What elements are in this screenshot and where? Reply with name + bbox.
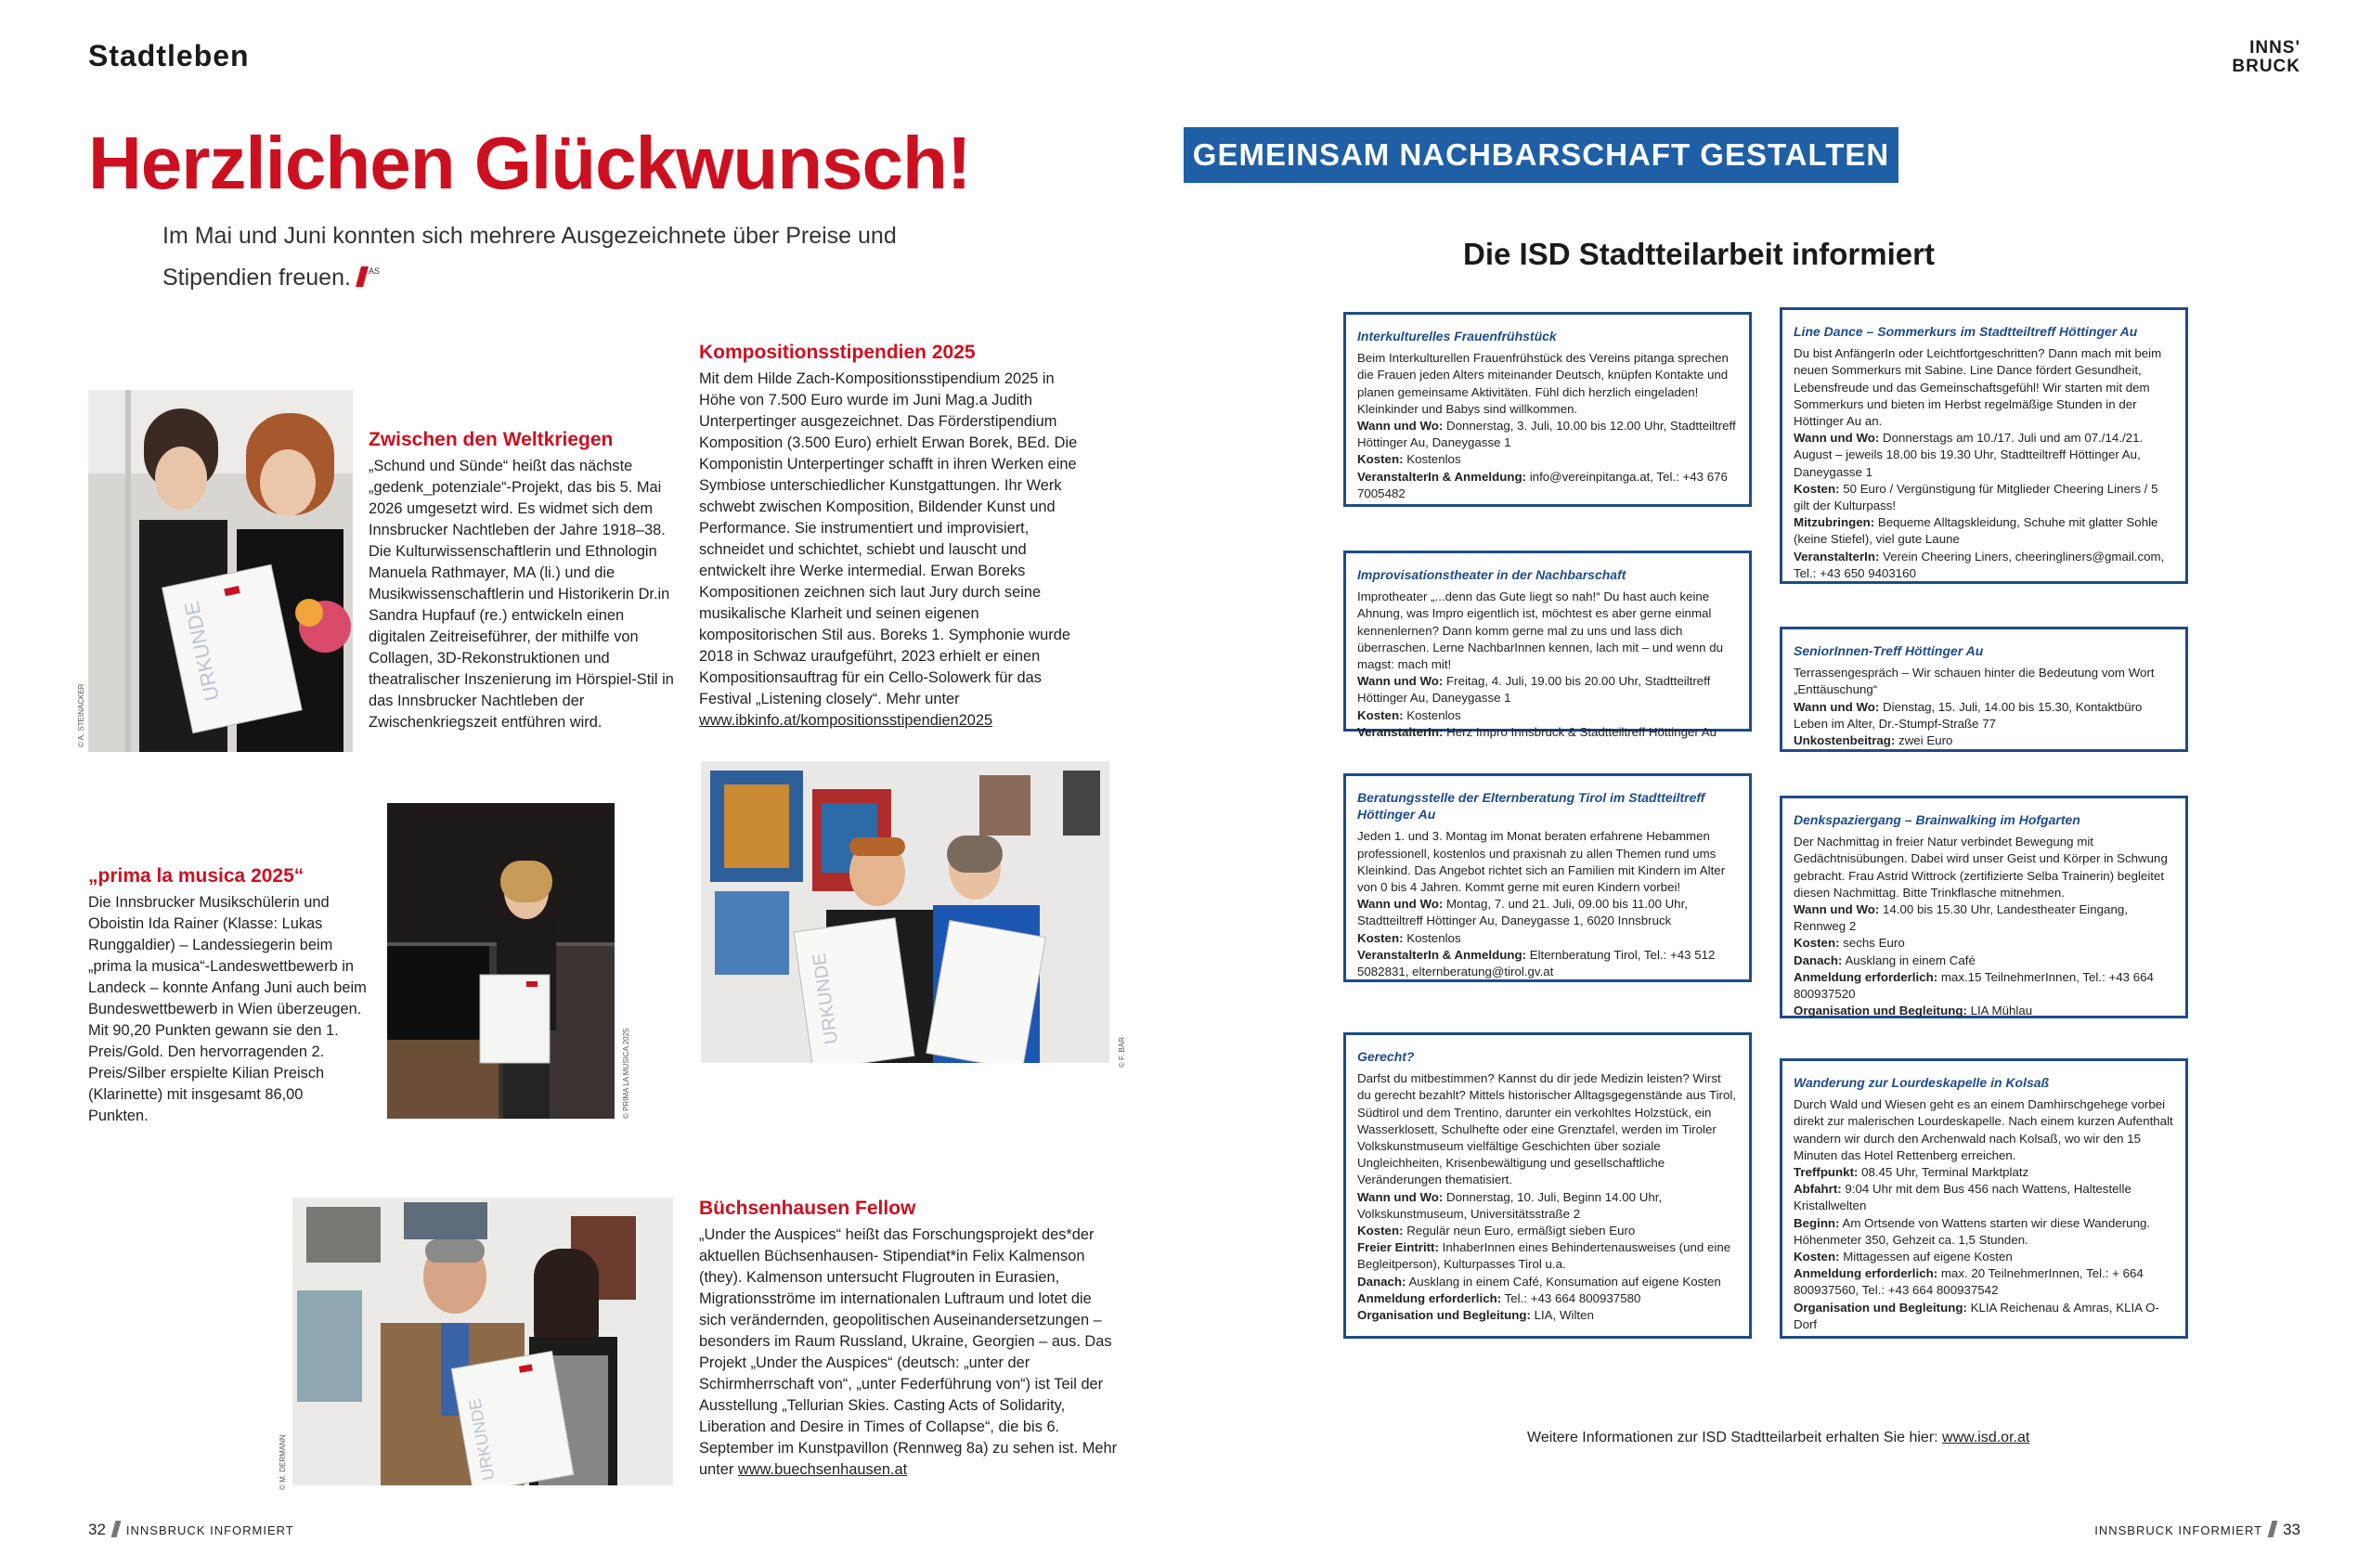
section-banner: GEMEINSAM NACHBARSCHAFT GESTALTEN — [1184, 127, 1898, 183]
article-body — [699, 369, 1084, 732]
article-weltkriegen — [369, 429, 675, 733]
box-row: VeranstalterIn: Herz Impro Innsbruck & Stadtteiltreff Höttinger Au — [1357, 724, 1717, 739]
article-body — [699, 1225, 1121, 1481]
box-row: Kosten: sechs Euro — [1794, 936, 1905, 951]
box-title: Improvisationstheater in der Nachbarschaft — [1357, 567, 1626, 582]
article-text: „Under the Auspices“ heißt das Forschungsprojekt des*der aktuellen Büchsenhausen- Stipendiat*in Felix Kalmenson (they). Kalmenson untersucht Flugrouten in Eurasien, Migrationsströme im internationalen Luftraum und lotet die sich verändernden, geopolitischen Auseinandersetzungen – besonders im Raum Russland, Ukraine, Georgien – aus. Das Projekt „Under the Auspices“ (deutsch: „unter der Schirmherrschaft von“, „unter Federführung von“) ist Teil der Ausstellung „Tellurian Skies. Casting Acts of Solidarity, Liberation and Desire in Times of Collapse“, die bis 6. September im Kunstpavillon (Rennweg 8a) zu sehen ist. Mehr unter — [699, 1226, 1118, 1478]
slash-marker — [356, 266, 369, 287]
more-info-text: Weitere Informationen zur ISD Stadtteilarbeit erhalten Sie hier: — [1527, 1430, 1938, 1445]
box-title: Gerecht? — [1357, 1049, 1415, 1064]
info-box — [1780, 1058, 2188, 1339]
photo-credit: © PRIMA LA MUSICA 2025 — [622, 1028, 630, 1119]
info-box — [1343, 1032, 1752, 1339]
photo-credit: © A. STEINACKER — [77, 683, 85, 747]
box-row: Wann und Wo: 14.00 bis 15.30 Uhr, Landestheater Eingang, Rennweg 2 — [1794, 902, 2128, 934]
lead-paragraph — [162, 218, 924, 295]
box-row: Wann und Wo: Montag, 7. und 21. Juli, 09.00 bis 11.00 Uhr, Stadtteiltreff Höttinger Au, Daneygasse 1, 6020 Innsbruck — [1357, 897, 1688, 928]
box-text: Darfst du mitbestimmen? Kannst du dir jede Medizin leisten? Wirst du gerecht bezahlt? Mittels historischer Alltagsgegenstände aus Tirol, Südtirol und dem Trentino, darunter ein verkohltes Holzstück, ein Wasserklosett, Schulhefte oder eine Grenztafel, werden im Tiroler Volkskunstmuseum vielfältige Geschichten über soziale Ungleichheiten, Krisenbewältigung und gesellschaftliche Veränderungen thematisiert. — [1357, 1071, 1737, 1187]
box-row: Mitzubringen: Bequeme Alltagskleidung, Schuhe mit glatter Sohle (keine Stiefel), viel gute Laune — [1794, 515, 2158, 547]
info-box — [1780, 307, 2188, 584]
box-row: Kosten: Kostenlos — [1357, 452, 1461, 467]
section-title: Stadtleben — [88, 39, 250, 72]
box-text: Durch Wald und Wiesen geht es an einem Damhirschgehege vorbei direkt zur malerischen Lourdeskapelle. Nach einem kurzen Aufenthalt wandern wir durch den Archenwald nach Kolsaß, wo wir den 15 Minuten das Hotel Rettenberg erreichen. — [1794, 1097, 2173, 1162]
article-link[interactable]: www.buechsenhausen.at — [737, 1461, 908, 1478]
page-subtitle: Die ISD Stadtteilarbeit informiert — [1463, 237, 1935, 271]
certificate-label: URKUNDE — [179, 599, 224, 704]
photo-prima-la-musica — [387, 803, 615, 1119]
article-title: „prima la musica 2025“ — [88, 865, 304, 887]
footer-slash — [2268, 1521, 2278, 1537]
box-title: Wanderung zur Lourdeskapelle in Kolsaß — [1794, 1075, 2050, 1090]
lead-text: Im Mai und Juni konnten sich mehrere Ausgezeichnete über Preise und Stipendien freuen. — [162, 223, 897, 291]
box-title: Interkulturelles Frauenfrühstück — [1357, 329, 1557, 343]
box-row: Organisation und Begleitung: LIA, Wilten — [1357, 1308, 1594, 1323]
footer-left — [88, 1521, 294, 1539]
box-text: Du bist AnfängerIn oder Leichtfortgeschritten? Dann mach mit beim neuen Sommerkurs mit Sabine. Line Dance fördert Gesundheit, Lebensfreude und das Gemeinschaftsgefühl! Wir starten mit dem Sommerkurs und bieten im Herbst regelmäßige Stunden in der Höttinger Au an. — [1794, 346, 2162, 429]
box-text: Terrassengespräch – Wir schauen hinter die Bedeutung vom Wort „Enttäuschung“ — [1794, 666, 2155, 697]
box-row: Anmeldung erforderlich: max.15 TeilnehmerInnen, Tel.: +43 664 800937520 — [1794, 969, 2154, 1002]
box-title: SeniorInnen-Treff Höttinger Au — [1794, 643, 1984, 658]
photo-credit: © M. DERMANN — [279, 1434, 287, 1490]
more-info-link[interactable]: www.isd.or.at — [1942, 1430, 2030, 1445]
article-body: Die Innsbrucker Musikschülerin und Oboistin Ida Rainer (Klasse: Lukas Runggaldier) – Landessiegerin beim „prima la musica“-Landeswettbewerb in Landeck – konnte Anfang Juni auch beim Bundeswettbewerb in Wien überzeugen. Mit 90,20 Punkten gewann sie den 1. Preis/Gold. Den hervorragenden 2. Preis/Silber erspielte Kilian Preisch (Klarinette) mit insgesamt 86,00 Punkten. — [88, 894, 367, 1124]
lead-credit: AS — [368, 266, 380, 276]
article-link[interactable]: www.ibkinfo.at/kompositionsstipendien2025 — [699, 712, 993, 729]
box-row: Danach: Ausklang in einem Café — [1794, 952, 1976, 967]
info-box — [1343, 551, 1752, 739]
box-text: Improtheater „...denn das Gute liegt so nah!“ Du hast auch keine Ahnung, was Impro eigentlich ist, möchtest es aber gerne einmal kennenlernen? Dann komm gerne mal zu uns und lass dich überraschen. Lerne NachbarInnen kennen, lach mit – und wenn du magst: mach mit! — [1357, 590, 1723, 672]
box-text: Der Nachmittag in freier Natur verbindet Bewegung mit Gedächtnisübungen. Dabei wird unser Geist und Körper in Schwung gebracht. Frau Astrid Wittrock (zertifizierte Selba Trainerin) begleitet diesen Nachmittag. Bitte Trinkflasche mitnehmen. — [1794, 835, 2168, 900]
page-number: 33 — [2283, 1521, 2300, 1538]
box-title: Line Dance – Sommerkurs im Stadtteiltreff Höttinger Au — [1794, 324, 2138, 339]
info-box — [1780, 627, 2188, 752]
article-buechsenhausen — [699, 1198, 1121, 1481]
box-row: Anmeldung erforderlich: max. 20 TeilnehmerInnen, Tel.: + 664 800937560, Tel.: +43 664 800937542 — [1794, 1266, 2144, 1298]
page-number: 32 — [88, 1521, 106, 1538]
box-text: Jeden 1. und 3. Montag im Monat beraten erfahrene Hebammen professionell, kostenlos und praxisnah zu allen Themen rund ums Kleinkind. Das Angebot richtet sich an Familien mit Kindern im Alter von 0 bis 4 Jahren. Kommt gerne mit euren Kindern vorbei! — [1357, 829, 1726, 895]
more-info — [1527, 1430, 2029, 1446]
logo-line: BRUCK — [2232, 57, 2300, 76]
box-row: Wann und Wo: Donnerstag, 3. Juli, 10.00 bis 12.00 Uhr, Stadtteiltreff Höttinger Au, Daneygasse 1 — [1357, 419, 1736, 450]
box-row: Danach: Ausklang in einem Café, Konsumation auf eigene Kosten — [1357, 1274, 1721, 1289]
magazine-name: INNSBRUCK INFORMIERT — [2094, 1523, 2263, 1537]
box-row: VeranstalterIn & Anmeldung: info@vereinpitanga.at, Tel.: +43 676 7005482 — [1357, 469, 1728, 500]
photo-weltkriegen — [88, 390, 353, 752]
photo-buechsenhausen — [292, 1198, 673, 1485]
box-row: Kosten: Kostenlos — [1357, 707, 1461, 722]
magazine-name: INNSBRUCK INFORMIERT — [125, 1523, 294, 1537]
box-title: Beratungsstelle der Elternberatung Tirol im Stadtteiltreff Höttinger Au — [1357, 790, 1705, 823]
article-title: Kompositionsstipendien 2025 — [699, 342, 976, 363]
article-komposition — [699, 342, 1084, 732]
box-text: Beim Interkulturellen Frauenfrühstück des Vereins pitanga sprechen die Frauen jeden Alters miteinander Deutsch, knüpfen Kontakte und planen gemeinsame Aktivitäten. Fühl dich herzlich eingeladen! Kleinkinder und Babys sind willkommen. — [1357, 351, 1729, 416]
article-prima-la-musica — [88, 865, 367, 1127]
footer-slash — [111, 1521, 122, 1537]
footer-right — [2094, 1521, 2300, 1539]
box-row: Beginn: Am Ortsende von Wattens starten wir diese Wanderung. Höhenmeter 350, Gehzeit ca. 1,5 Stunden. — [1794, 1215, 2151, 1247]
box-row: Freier Eintritt: InhaberInnen eines Behindertenausweises (und eine Begleitperson), Kulturpasses Tirol u.a. — [1357, 1240, 1731, 1272]
article-text: Mit dem Hilde Zach-Kompositionsstipendium 2025 in Höhe von 7.500 Euro wurde im Juni Mag.a Judith Unterpertinger ausgezeichnet. Das Förderstipendium Komposition (3.500 Euro) erhielt Erwan Borek, BEd. Die Komponistin Unterpertinger schafft in ihren Werken eine Symbiose unterschiedlicher Kunstgattungen. Ihr Werk schwebt zwischen Komposition, Bildender Kunst und Performance. Sie instrumentiert und improvisiert, schneidet und schichtet, schiebt und lauscht und entwickelt ihre Werke intermedial. Erwan Boreks Kompositionen zeichnen sich laut Jury durch seine musikalische Klarheit und seinen eigenen kompositorischen Stil aus. Boreks 1. Symphonie wurde 2018 in Schwaz uraufgeführt, 2023 erhielt er einen Kompositionsauftrag für ein Cello-Solowerk für das Festival „Listening closely“. Mehr unter — [699, 370, 1078, 707]
box-title: Denkspaziergang – Brainwalking im Hofgarten — [1794, 812, 2080, 827]
box-row: Kosten: Regulär neun Euro, ermäßigt sieben Euro — [1357, 1224, 1636, 1238]
box-row: Kosten: Kostenlos — [1357, 930, 1461, 945]
article-title: Büchsenhausen Fellow — [699, 1198, 916, 1219]
innsbruck-logo — [2226, 39, 2300, 76]
photo-credit: © F. BAR — [1118, 1036, 1126, 1068]
box-row: Anmeldung erforderlich: Tel.: +43 664 800937580 — [1357, 1290, 1641, 1305]
box-row: Wann und Wo: Dienstag, 15. Juli, 14.00 bis 15.30, Kontaktbüro Leben im Alter, Dr.-Stumpf-Straße 77 — [1794, 699, 2143, 731]
photo-komposition — [701, 761, 1109, 1063]
box-row: VeranstalterIn: Verein Cheering Liners, cheeringliners@gmail.com, Tel.: +43 650 9403160 — [1794, 549, 2165, 580]
info-box — [1343, 312, 1752, 507]
article-body: „Schund und Sünde“ heißt das nächste „gedenk_potenziale“-Projekt, das bis 5. Mai 2026 umgesetzt wird. Es widmet sich dem Innsbrucker Nachtleben der Jahre 1918–38. Die Kulturwissenschaftlerin und Ethnologin Manuela Rathmayer, MA (li.) und die Musikwissenschaftlerin und Historikerin Dr.in Sandra Hupfauf (re.) entwickeln einen digitalen Zeitreiseführer, der mithilfe von Collagen, 3D-Rekonstruktionen und theatralischer Inszenierung im Hörspiel-Stil in das Innsbrucker Nachtleben der Zwischenkriegszeit entführen wird. — [369, 458, 674, 731]
info-box — [1780, 796, 2188, 1018]
box-row: Wann und Wo: Donnerstag, 10. Juli, Beginn 14.00 Uhr, Volkskunstmuseum, Universitätsstraße 2 — [1357, 1189, 1663, 1221]
box-row: VeranstalterIn & Anmeldung: Elternberatung Tirol, Tel.: +43 512 5082831, elternberatung@tirol.gv.at — [1357, 947, 1716, 979]
page-headline: Herzlichen Glückwunsch! — [88, 122, 971, 204]
article-title: Zwischen den Weltkriegen — [369, 429, 614, 450]
certificate-label: URKUNDE — [809, 952, 843, 1046]
box-row: Wann und Wo: Freitag, 4. Juli, 19.00 bis 20.00 Uhr, Stadtteiltreff Höttinger Au, Daneygasse 1 — [1357, 674, 1711, 706]
box-row: Unkostenbeitrag: zwei Euro — [1794, 733, 1953, 748]
box-row: Wann und Wo: Donnerstags am 10./17. Juli und am 07./14./21. August – jeweils 18.00 bis 19.30 Uhr, Stadtteiltreff Höttinger Au, Daneygasse 1 — [1794, 431, 2144, 479]
box-row: Organisation und Begleitung: KLIA Reichenau & Amras, KLIA O-Dorf — [1794, 1300, 2159, 1331]
certificate-label: URKUNDE — [465, 1396, 499, 1483]
logo-line: INNS' — [2249, 38, 2300, 58]
box-row: Treffpunkt: 08.45 Uhr, Terminal Marktplatz — [1794, 1165, 2029, 1180]
box-row: Organisation und Begleitung: LIA Mühlau — [1794, 1004, 2033, 1018]
box-row: Abfahrt: 9:04 Uhr mit dem Bus 456 nach Wattens, Haltestelle Kristallwelten — [1794, 1182, 2131, 1213]
box-row: Kosten: 50 Euro / Vergünstigung für Mitglieder Cheering Liners / 5 gilt der Kulturpass! — [1794, 481, 2158, 513]
info-box — [1343, 773, 1752, 982]
box-row: Kosten: Mittagessen auf eigene Kosten — [1794, 1250, 2013, 1264]
